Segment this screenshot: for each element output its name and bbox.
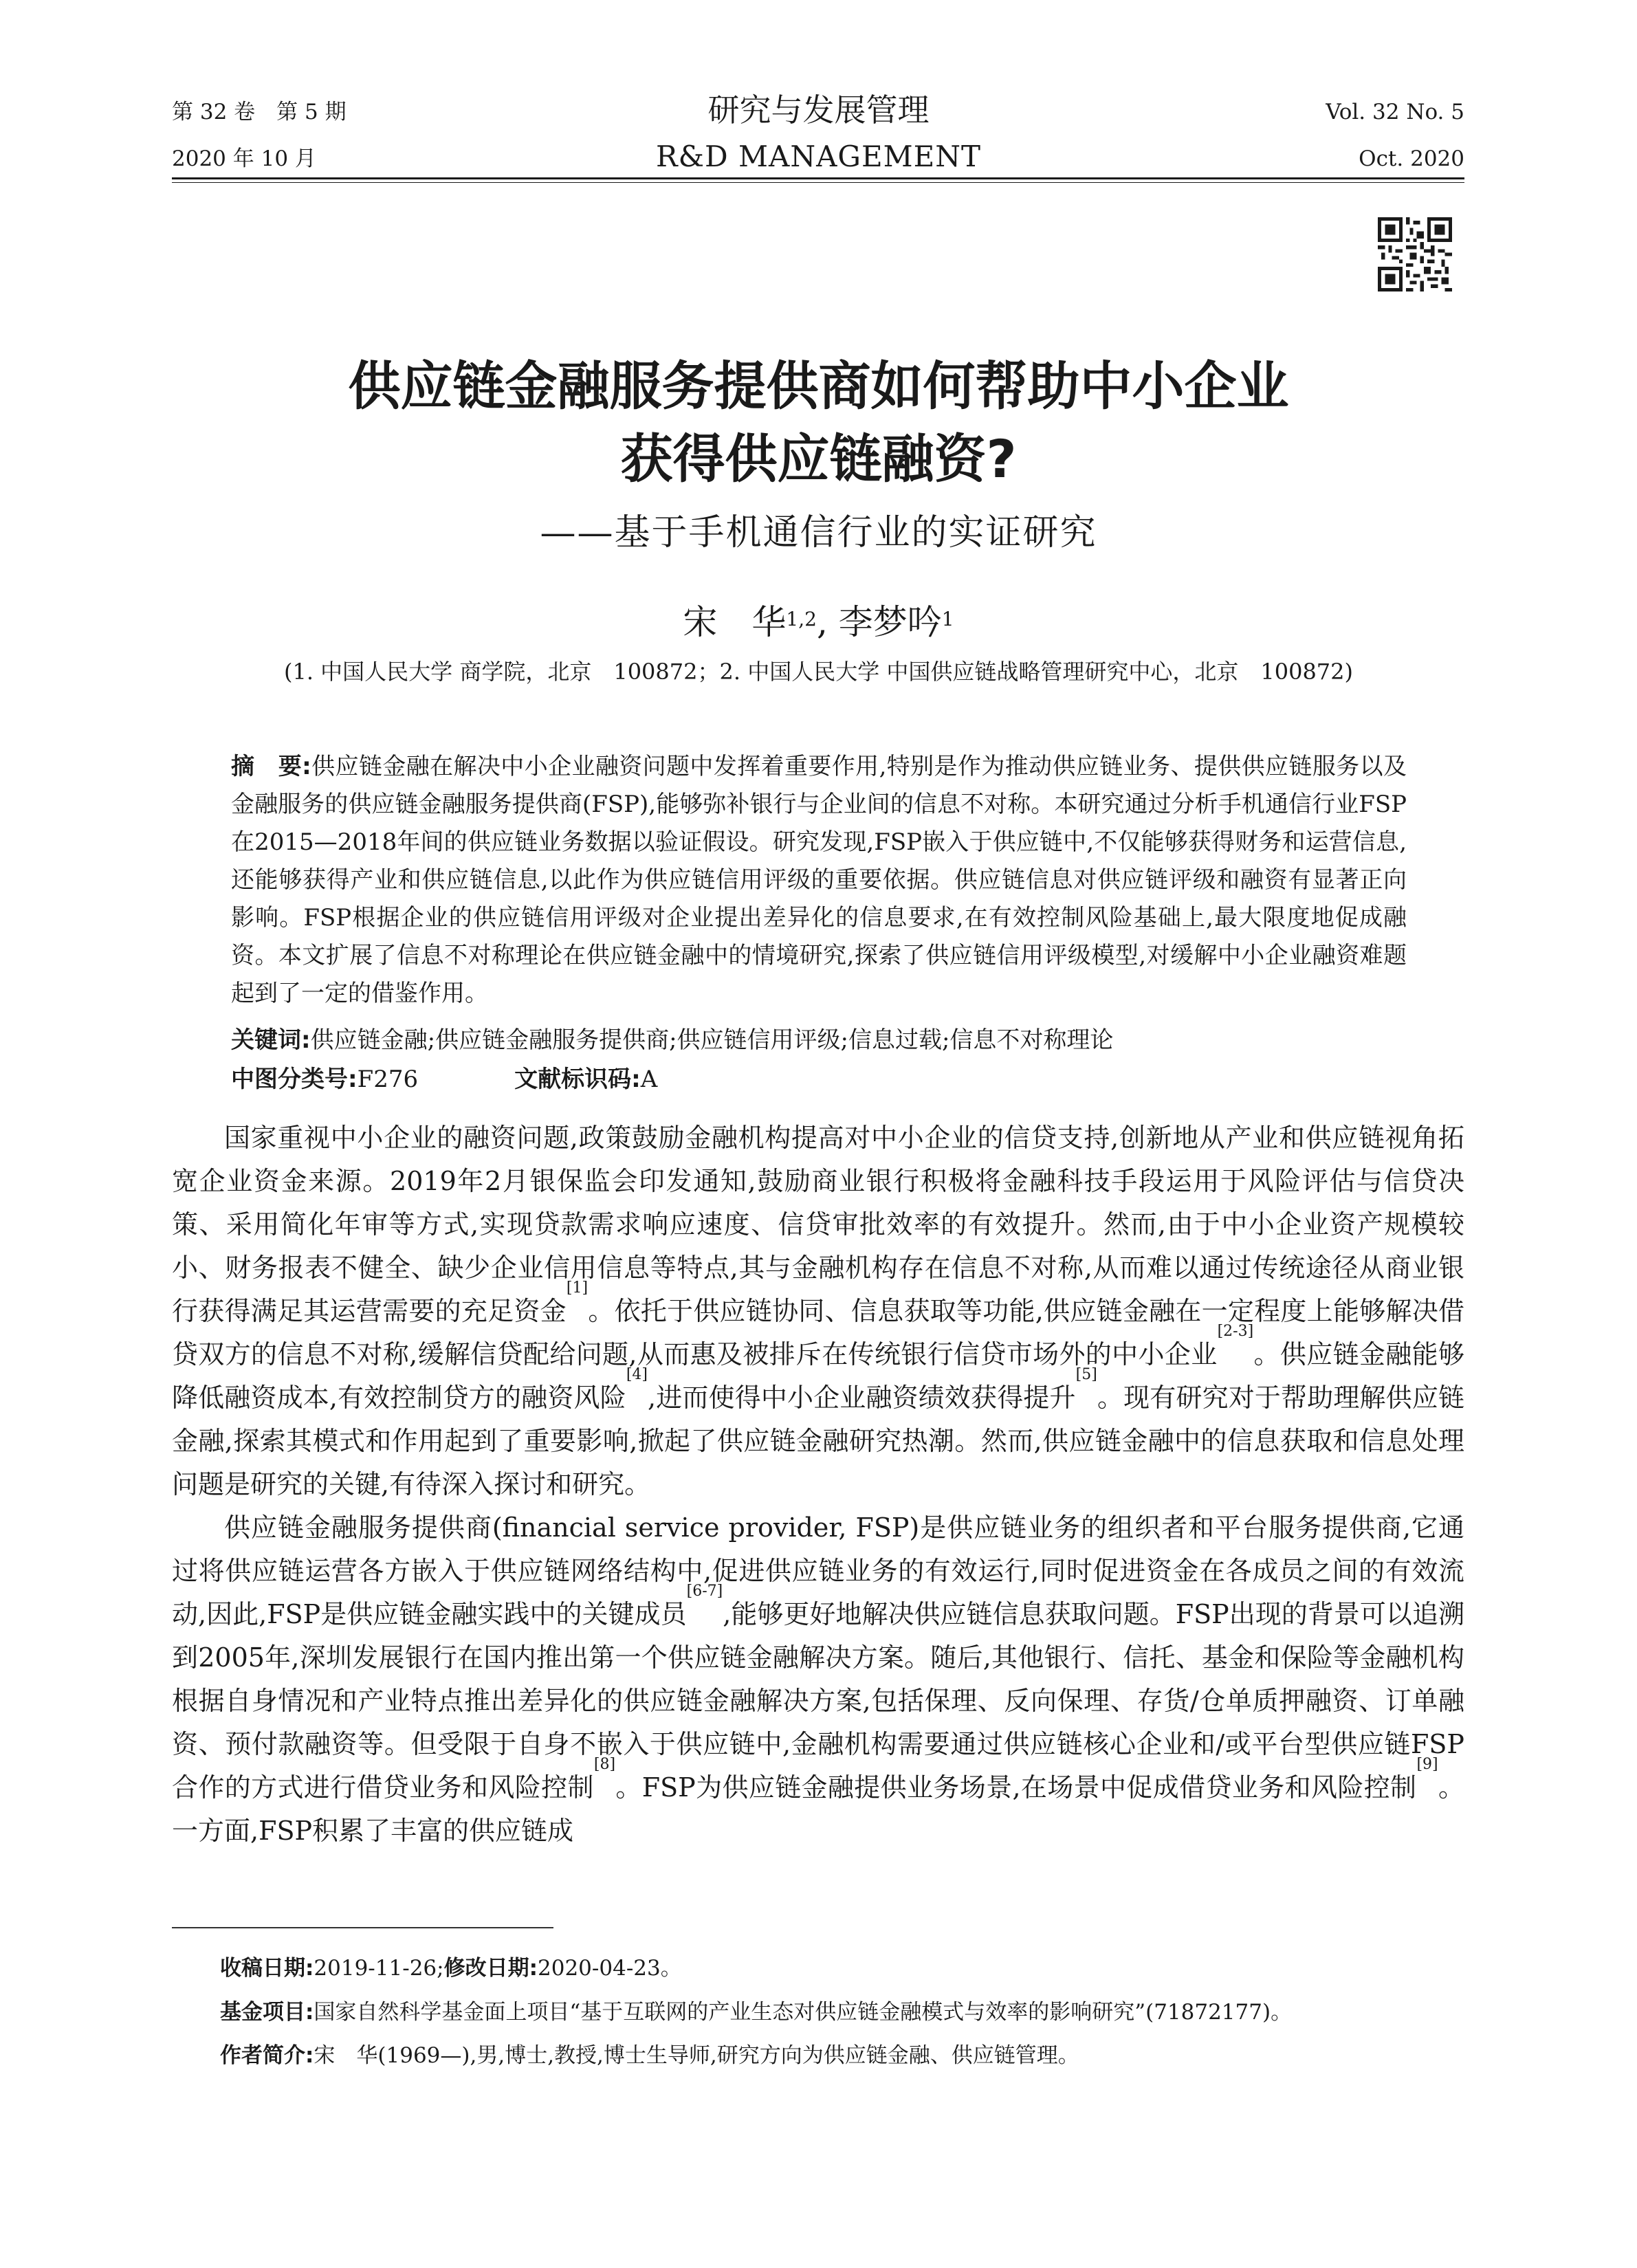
citation: [9] <box>1416 1756 1438 1773</box>
paragraph <box>172 1506 1464 1853</box>
author-separator: , <box>816 602 839 642</box>
classification-line <box>231 1062 1407 1097</box>
footnote-author-bio <box>220 2042 1451 2069</box>
fund-text: 国家自然科学基金面上项目“基于互联网的产业生态对供应链金融模式与效率的影响研究”(71872177)。 <box>314 2000 1293 2025</box>
volume-issue-en: Vol. 32 No. 5 <box>1326 100 1464 124</box>
keywords-label: 关键词: <box>231 1026 311 1054</box>
text-run: ,进而使得中小企业融资绩效获得提升 <box>648 1383 1076 1413</box>
body-text <box>172 1116 1464 1853</box>
citation: [8] <box>593 1756 616 1773</box>
header-rule-thin <box>172 182 1464 183</box>
title-line-1: 供应链金融服务提供商如何帮助中小企业 <box>348 355 1289 417</box>
text-run: 。现有研究对于帮助理解供应链金融,探索其模式和作用起到了重要影响,掀起了供应链金融研究热潮。然而,供应链金融中的信息获取和信息处理问题是研究的关键,有待深入探讨和研究。 <box>172 1383 1464 1499</box>
citation: [5] <box>1075 1366 1097 1383</box>
author-name: 李梦吟 <box>838 602 942 642</box>
volume-issue-cn: 第 32 卷 第 5 期 <box>172 100 347 124</box>
title-line-2: 获得供应链融资? <box>620 428 1017 489</box>
footnote-divider <box>172 1927 553 1928</box>
paragraph <box>172 1116 1464 1506</box>
date-cn: 2020 年 10 月 <box>172 146 316 171</box>
text-run: 。FSP为供应链金融提供业务场景,在场景中促成借贷业务和风险控制 <box>615 1772 1417 1803</box>
abstract-text: 供应链金融在解决中小企业融资问题中发挥着重要作用,特别是作为推动供应链业务、提供供应链服务以及金融服务的供应链金融服务提供商(FSP),能够弥补银行与企业间的信息不对称。本研究通过分析手机通信行业FSP在2015—2018年间的供应链业务数据以验证假设。研究发现,FSP嵌入于供应链中,不仅能够获得财务和运营信息,还能够获得产业和供应链信息,以此作为供应链信用评级的重要依据。供应链信息对供应链评级和融资有显著正向影响。FSP根据企业的供应链信用评级对企业提出差异化的信息要求,在有效控制风险基础上,最大限度地促成融资。本文扩展了信息不对称理论在供应链金融中的情境研究,探索了供应链信用评级模型,对缓解中小企业融资难题起到了一定的借鉴作用。 <box>231 753 1407 1007</box>
journal-name-en: R&D MANAGEMENT <box>655 140 982 173</box>
citation: [2-3] <box>1217 1323 1254 1340</box>
doc-code-label: 文献标识码: <box>514 1066 641 1093</box>
citation: [6-7] <box>686 1583 723 1600</box>
text-run: 供应链金融服务提供商(financial service provider, FSP)是供应链业务的组织者和平台服务提供商,它通过将供应链运营各方嵌入于供应链网络结构中,促进供应链业务的有效运行,同时促进资金在各成员之间的有效流动,因此,FSP是供应链金融实践中的关键成员 <box>172 1512 1464 1629</box>
header-rule-thick <box>172 177 1464 179</box>
text-run: 。供应链金融能够降低融资成本,有效控制贷方的融资风险 <box>172 1339 1464 1413</box>
date-en: Oct. 2020 <box>1359 146 1464 171</box>
bio-label: 作者简介: <box>220 2043 314 2068</box>
abstract <box>231 748 1407 1013</box>
author-name: 宋 华 <box>683 602 787 642</box>
text-run: 国家重视中小企业的融资问题,政策鼓励金融机构提高对中小企业的信贷支持,创新地从产业和供应链视角拓宽企业资金来源。2019年2月银保监会印发通知,鼓励商业银行积极将金融科技手段运用于风险评估与信贷决策、采用简化年审等方式,实现贷款需求响应速度、信贷审批效率的有效提升。然而,由于中小企业资产规模较小、财务报表不健全、缺少企业信用信息等特点,其与金融机构存在信息不对称,从而难以通过传统途径从商业银行获得满足其运营需要的充足资金 <box>172 1123 1464 1326</box>
subtitle: ——基于手机通信行业的实证研究 <box>540 512 1097 553</box>
clc-label: 中图分类号: <box>231 1066 358 1093</box>
revised-label: 修改日期: <box>443 1956 538 1981</box>
keywords-text: 供应链金融;供应链金融服务提供商;供应链信用评级;信息过载;信息不对称理论 <box>310 1026 1114 1054</box>
author-affil-sup: 1,2 <box>786 608 817 630</box>
author-affil-sup: 1 <box>941 608 954 630</box>
citation: [4] <box>626 1366 648 1383</box>
authors <box>0 602 1637 643</box>
text-run: ,能够更好地解决供应链信息获取问题。FSP出现的背景可以追溯到2005年,深圳发展银行在国内推出第一个供应链金融解决方案。随后,其他银行、信托、基金和保险等金融机构根据自身情况和产业特点推出差异化的供应链金融解决方案,包括保理、反向保理、存货/仓单质押融资、订单融资、预付款融资等。但受限于自身不嵌入于供应链中,金融机构需要通过供应链核心企业和/或平台型供应链FSP合作的方式进行借贷业务和风险控制 <box>172 1599 1464 1803</box>
footnote-fund <box>220 1999 1451 2026</box>
received-date: 2019-11-26; <box>314 1956 444 1981</box>
bio-text: 宋 华(1969—),男,博士,教授,博士生导师,研究方向为供应链金融、供应链管理。 <box>314 2043 1079 2068</box>
received-label: 收稿日期: <box>220 1956 314 1981</box>
doc-code-value: A <box>640 1066 658 1093</box>
text-run: 。一方面,FSP积累了丰富的供应链成 <box>172 1772 1464 1846</box>
fund-label: 基金项目: <box>220 2000 314 2025</box>
qr-code-icon[interactable] <box>1378 217 1452 291</box>
citation: [1] <box>566 1279 589 1297</box>
clc-value: F276 <box>357 1066 419 1093</box>
journal-name-cn: 研究与发展管理 <box>707 91 930 129</box>
footnote-dates <box>220 1955 1451 1982</box>
affiliations: (1. 中国人民大学 商学院，北京 100872；2. 中国人民大学 中国供应链战略管理研究中心，北京 100872) <box>283 659 1354 685</box>
revised-date: 2020-04-23。 <box>538 1956 682 1981</box>
abstract-label: 摘 要: <box>231 753 311 780</box>
text-run: 。依托于供应链协同、信息获取等功能,供应链金融在一定程度上能够解决借贷双方的信息不对称,缓解信贷配给问题,从而惠及被排斥在传统银行信贷市场外的中小企业 <box>172 1296 1464 1369</box>
keywords <box>231 1023 1407 1057</box>
